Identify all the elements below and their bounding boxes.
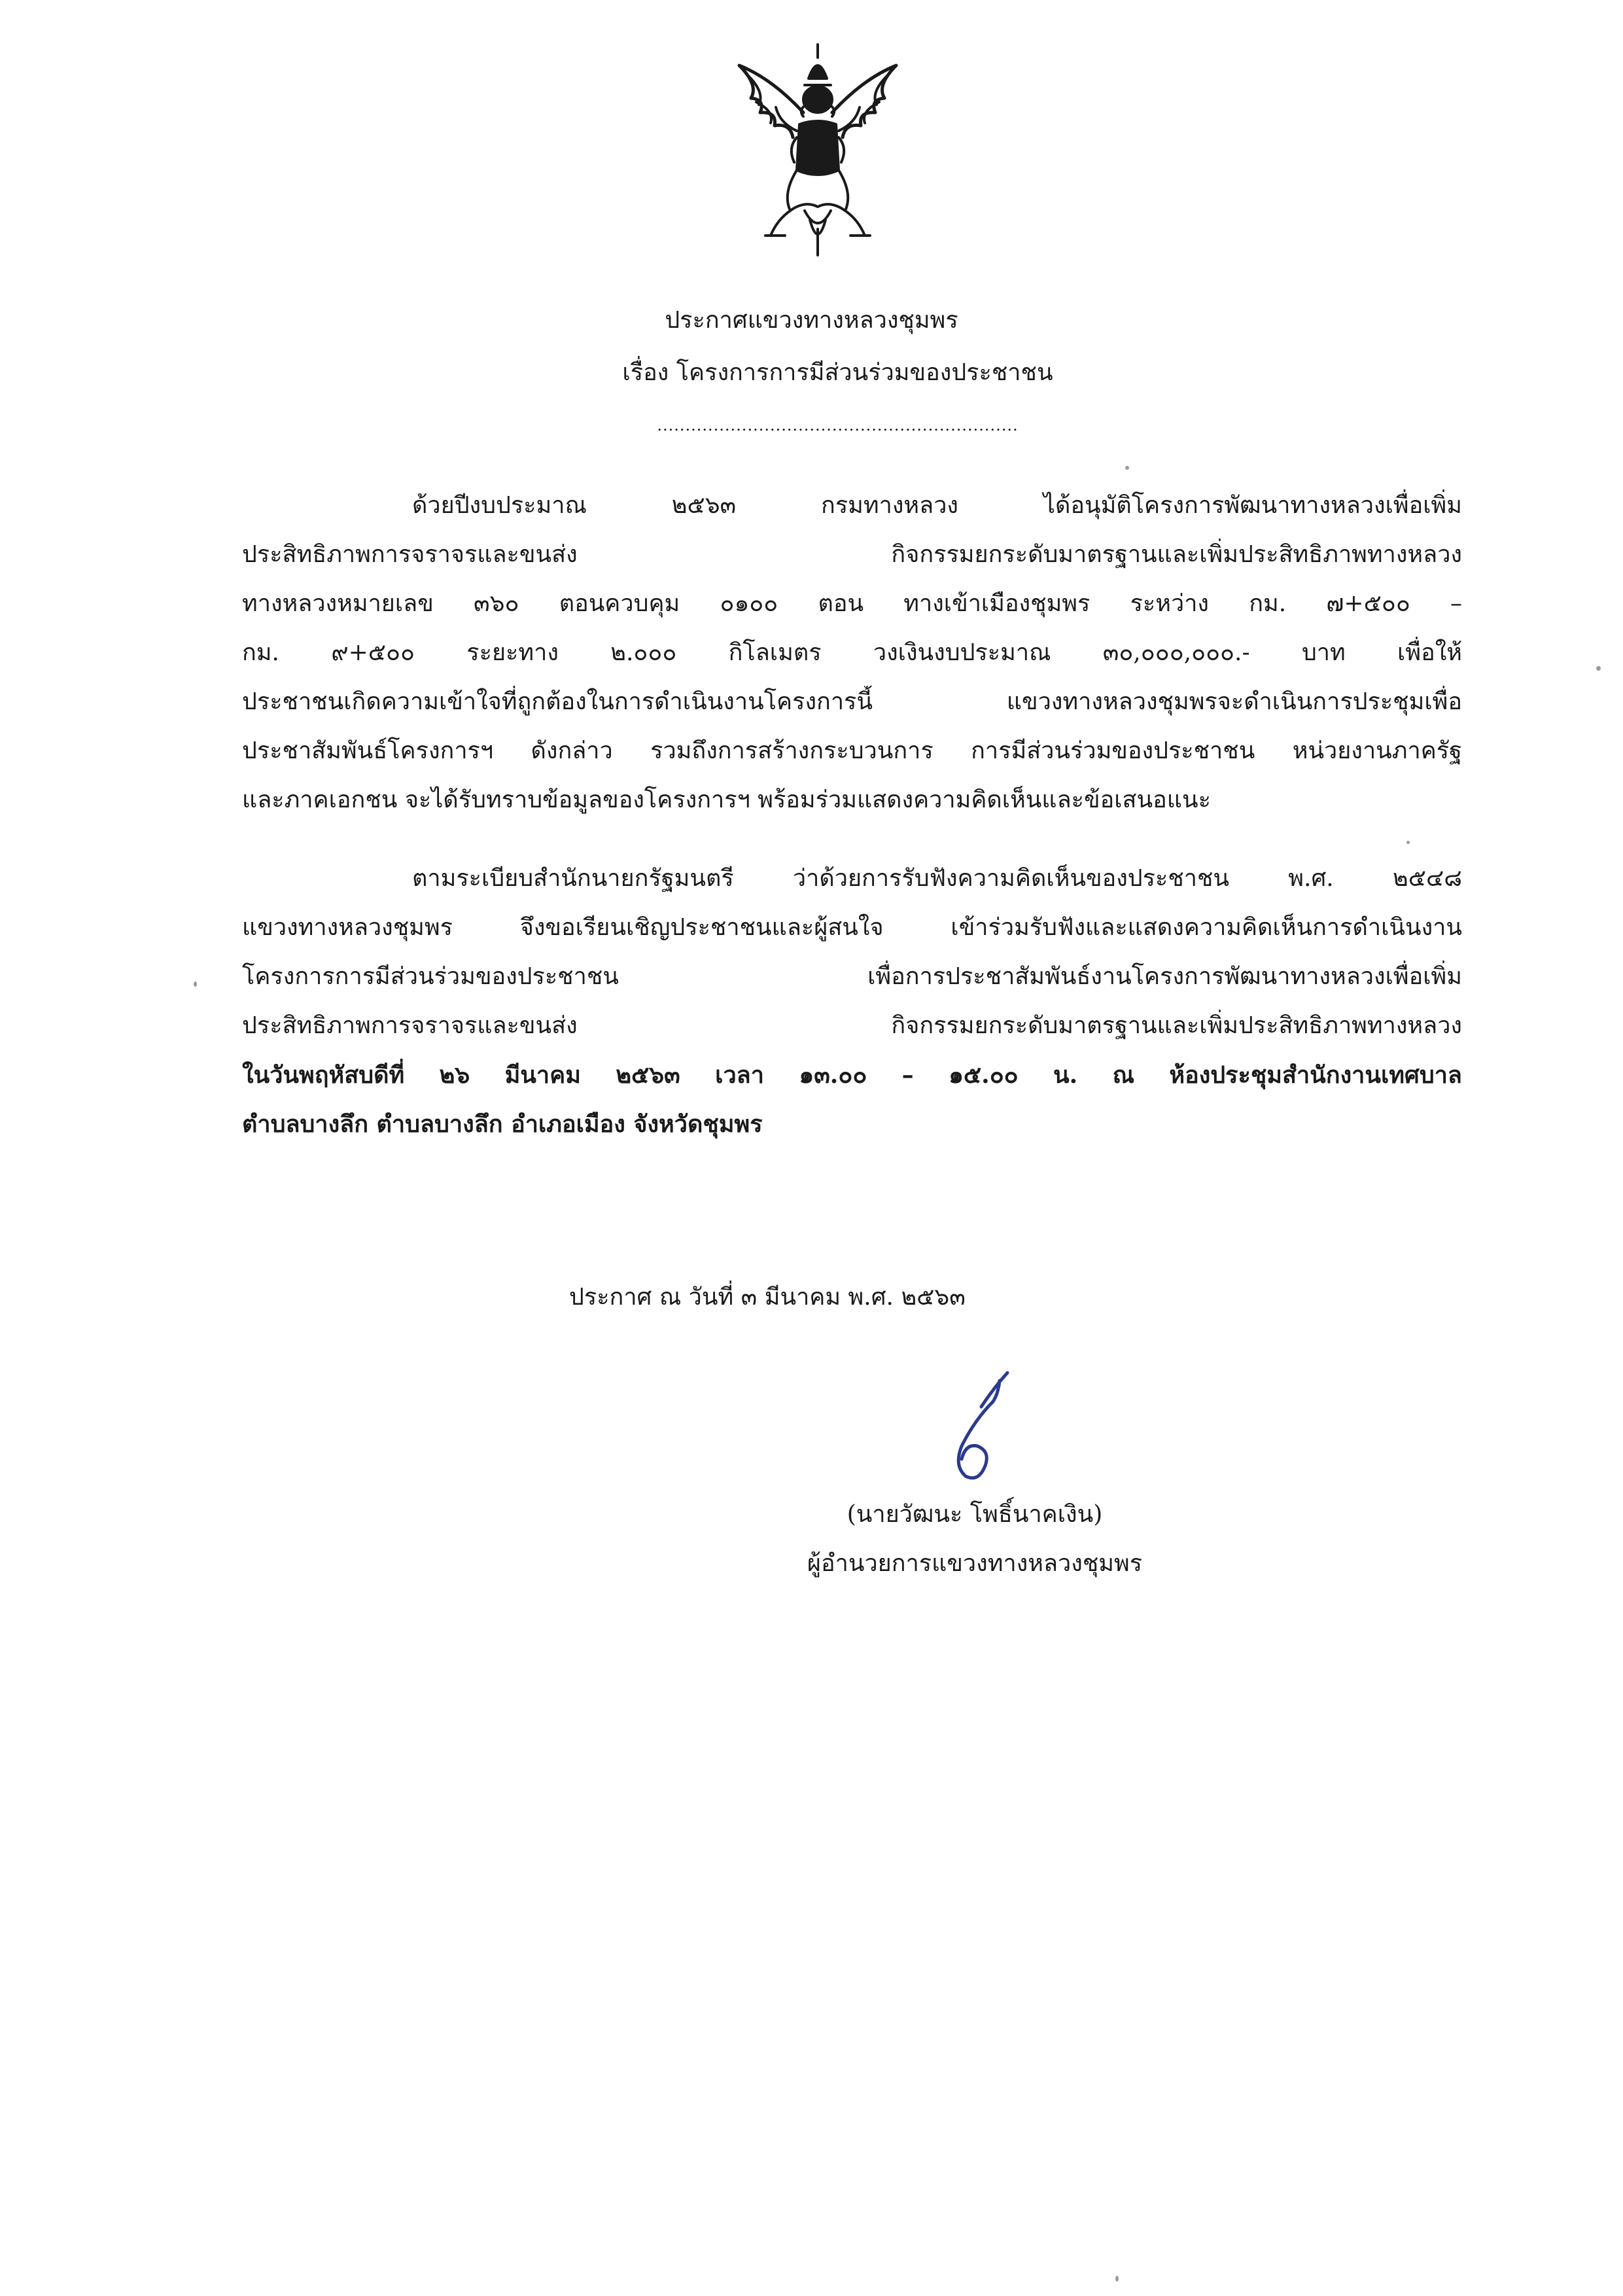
paragraph-line: แขวงทางหลวงชุมพร จึงขอเรียนเชิญประชาชนและผู้สนใจ เข้าร่วมรับฟังและแสดงความคิดเห็นการดำเนินงาน xyxy=(242,914,1462,941)
scan-speck xyxy=(1596,666,1601,671)
scan-speck xyxy=(194,981,197,987)
garuda-emblem-icon xyxy=(720,39,916,262)
meeting-location-line: ตำบลบางลึก ตำบลบางลึก อำเภอเมือง จังหวัดชุมพร xyxy=(242,1110,763,1138)
dotted-divider: ................................................................ xyxy=(657,416,1019,434)
paragraph-line: ประชาชนเกิดความเข้าใจที่ถูกต้องในการดำเนินงานโครงการนี้ แขวงทางหลวงชุมพรจะดำเนินการประชุมเพื่อ xyxy=(242,688,1462,715)
paragraph-line: โครงการการมีส่วนร่วมของประชาชน เพื่อการประชาสัมพันธ์งานโครงการพัฒนาทางหลวงเพื่อเพิ่ม xyxy=(242,963,1462,990)
paragraph-line: ประสิทธิภาพการจราจรและขนส่ง กิจกรรมยกระดับมาตรฐานและเพิ่มประสิทธิภาพทางหลวง xyxy=(242,541,1462,568)
scan-speck xyxy=(1406,841,1410,844)
announcement-subject: เรื่อง โครงการการมีส่วนร่วมของประชาชน xyxy=(622,359,1053,386)
announcement-title: ประกาศแขวงทางหลวงชุมพร xyxy=(665,307,958,334)
signer-title: ผู้อำนวยการแขวงทางหลวงชุมพร xyxy=(807,1550,1143,1577)
paragraph-line: ประชาสัมพันธ์โครงการฯ ดังกล่าว รวมถึงการสร้างกระบวนการ การมีส่วนร่วมของประชาชน หน่วยงานภาครัฐ xyxy=(242,737,1462,764)
paragraph-line: ด้วยปีงบประมาณ ๒๕๖๓ กรมทางหลวง ได้อนุมัติโครงการพัฒนาทางหลวงเพื่อเพิ่ม xyxy=(412,492,1462,519)
handwritten-signature xyxy=(935,1368,1021,1492)
paragraph-line: ทางหลวงหมายเลข ๓๖๐ ตอนควบคุม ๐๑๐๐ ตอน ทางเข้าเมืองชุมพร ระหว่าง กม. ๗+๕๐๐ – xyxy=(242,590,1462,617)
paragraph-line: และภาคเอกชน จะได้รับทราบข้อมูลของโครงการฯ พร้อมร่วมแสดงความคิดเห็นและข้อเสนอแนะ xyxy=(242,786,1211,813)
scan-speck xyxy=(1125,466,1129,470)
meeting-datetime-line: ในวันพฤหัสบดีที่ ๒๖ มีนาคม ๒๕๖๓ เวลา ๑๓.๐๐ – ๑๕.๐๐ น. ณ ห้องประชุมสำนักงานเทศบาล xyxy=(242,1061,1462,1089)
signer-name: (นายวัฒนะ โพธิ์นาคเงิน) xyxy=(846,1501,1103,1528)
paragraph-line: ตามระเบียบสำนักนายกรัฐมนตรี ว่าด้วยการรับฟังความคิดเห็นของประชาชน พ.ศ. ๒๕๔๘ xyxy=(412,865,1462,892)
announcement-date: ประกาศ ณ วันที่ ๓ มีนาคม พ.ศ. ๒๕๖๓ xyxy=(569,1284,966,1311)
paragraph-line: ประสิทธิภาพการจราจรและขนส่ง กิจกรรมยกระดับมาตรฐานและเพิ่มประสิทธิภาพทางหลวง xyxy=(242,1012,1462,1039)
paragraph-line: กม. ๙+๕๐๐ ระยะทาง ๒.๐๐๐ กิโลเมตร วงเงินงบประมาณ ๓๐,๐๐๐,๐๐๐.- บาท เพื่อให้ xyxy=(242,639,1462,666)
scan-speck xyxy=(1115,2276,1119,2282)
